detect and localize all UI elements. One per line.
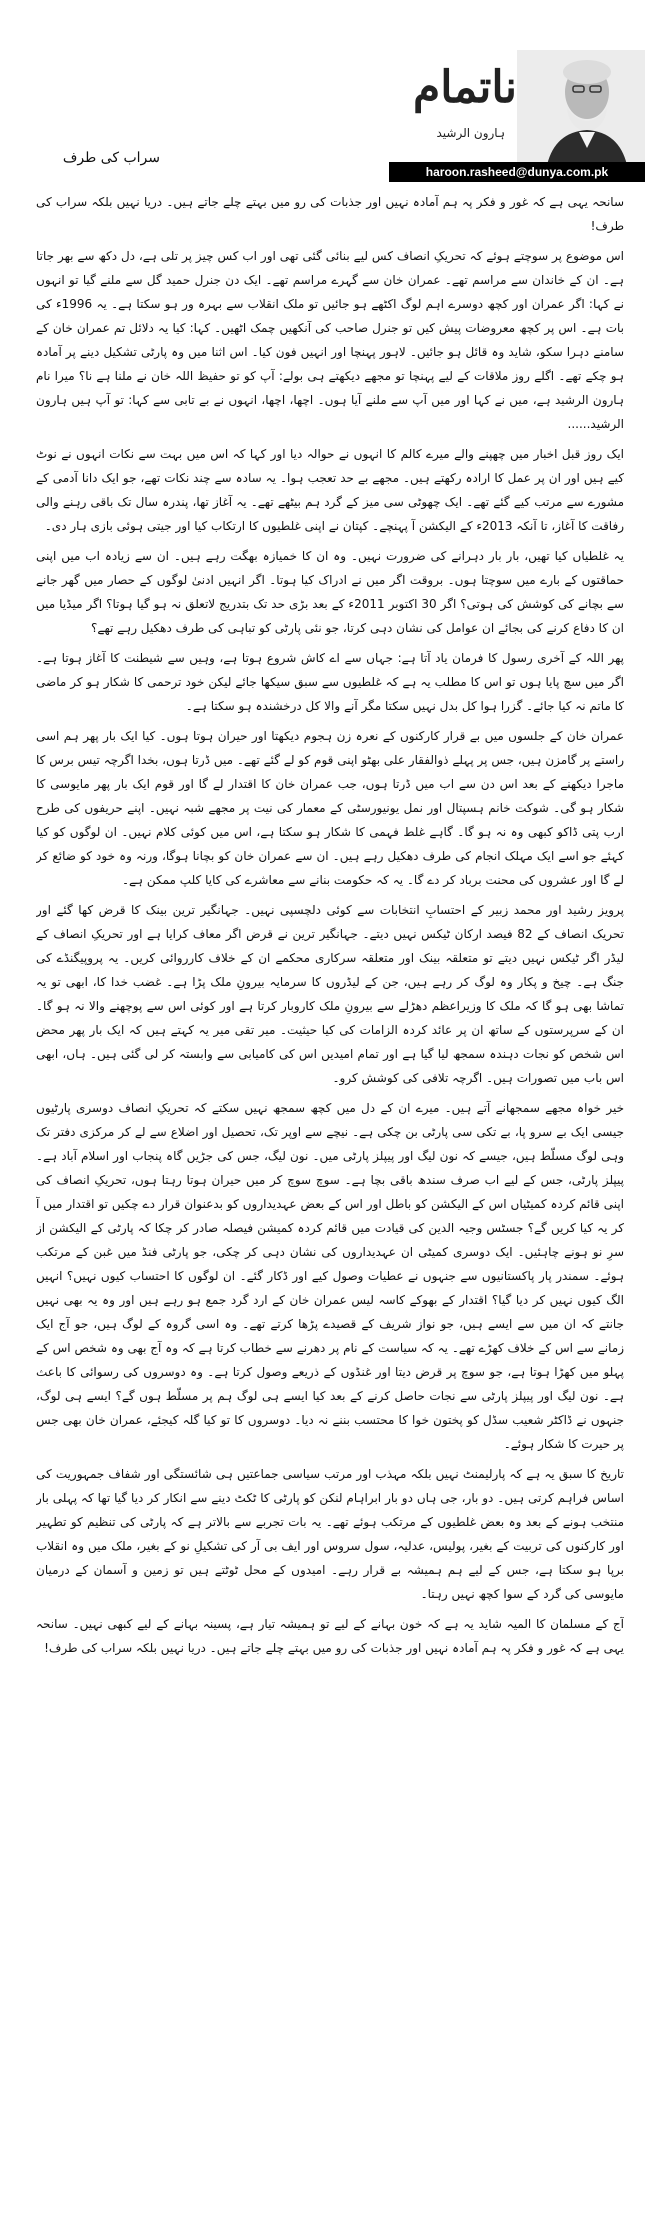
article-paragraph: پھر اللہ کے آخری رسول کا فرمان یاد آتا ہے: جہاں سے اے کاش شروع ہوتا ہے، وہیں سے شیطنت کا آغاز ہوتا ہے۔ اگر میں سچ پایا ہوں تو اس کا مطلب یہ ہے کہ غلطیوں سے سبق سیکھا جائے لیکن خود ترحمی کا شکار ہو کر ماضی کا ماتم نہ کیا جائے۔ گزرا ہوا کل بدل نہیں سکتا مگر آنے والا کل درخشندہ ہو سکتا ہے۔ (36, 651, 624, 713)
column-masthead (389, 50, 645, 178)
article-paragraph: تاریخ کا سبق یہ ہے کہ پارلیمنٹ نہیں بلکہ مہذب اور مرتب سیاسی جماعتیں ہی شائستگی اور شفاف جمہوریت کی اساس فراہم کرتی ہیں۔ دو بار، جی ہاں دو بار ابراہام لنکن کو پارٹی کا ٹکٹ دینے سے انکار کر دیا گیا تھا کہ پہلی بار منتخب ہونے کے بعد وہ بعض غلطیوں کے مرتکب ہوئے تھے۔ یہ بات تجربے سے بالاتر ہے کہ پارٹی کی تنظیم کو تطہیر اور کارکنوں کی تربیت کے بغیر، پولیس، عدلیہ، سول سروس اور ایف بی آر کی تشکیلِ نو کے بغیر، ملک میں وہ انقلاب برپا ہو سکتا ہے، جس کے لیے ہم ہمیشہ بے قرار رہے۔ امیدوں کے محل ٹوٹتے ہیں تو زمین و آسمان کے درمیان مایوسی کی گرد کے سوا کچھ نہیں رہتا۔ (36, 1467, 624, 1601)
author-portrait-icon (517, 50, 645, 165)
article-paragraph: پرویز رشید اور محمد زبیر کے احتسابِ انتخابات سے کوئی دلچسپی نہیں۔ جہانگیر ترین بینک کا قرض کھا گئے اور تحریک انصاف کے 82 فیصد ارکان ٹیکس نہیں دیتے۔ جہانگیر ترین نے قرض اگر معاف کرایا ہے اور تحریکِ انصاف کے لیڈر اگر ٹیکس نہیں دیتے تو متعلقہ بینک اور متعلقہ سرکاری محکمے ان کے خلاف کارروائی کریں۔ یہ پروپیگنڈے کی جنگ ہے۔ چیخ و پکار وہ لوگ کر رہے ہیں، جن کے لیڈروں کا سرمایہ بیرونِ ملک پڑا ہے۔ غضب خدا کا، ابھی تو یہ تماشا بھی ہو گا کہ ملک کا وزیراعظم دھڑلے سے بیرونِ ملک کاروبار کرتا ہے اور کوئی اس سے پوچھنے والا نہ ہو گا۔ ان کے سرپرستوں کے ساتھ ان پر عائد کردہ الزامات کی کیا حیثیت۔ میر تقی میر یہ کہتے ہیں کہ ایک بار پھر محض اس شخص کو نجات دہندہ سمجھ لیا گیا ہے اور تمام امیدیں اس کی کامیابی سے وابستہ کر لی گئی ہیں۔ ہاں، ابھی اس باب میں تصورات ہیں۔ اگرچہ تلافی کی کوشش کرو۔ (36, 903, 624, 1085)
article-paragraph: آج کے مسلمان کا المیہ شاید یہ ہے کہ خون بہانے کے لیے تو ہمیشہ تیار ہے، پسینہ بہانے کے لیے کبھی نہیں۔ سانحہ یہی ہے کہ غور و فکر پہ ہم آمادہ نہیں اور جذبات کی رو میں بہتے چلے جاتے ہیں۔ دریا نہیں بلکہ سراب کی طرف! (36, 1617, 624, 1655)
column-title: ناتمام (413, 62, 517, 113)
author-email: haroon.rasheed@dunya.com.pk (389, 162, 645, 182)
article-paragraph: ایک روز قبل اخبار میں چھپنے والے میرے کالم کا انہوں نے حوالہ دیا اور کہا کہ اس میں بہت سے نکات انہوں نے نوٹ کیے ہیں اور ان پر عمل کا ارادہ رکھتے ہیں۔ مجھے بے حد تعجب ہوا۔ یہ سادہ سے چند نکات تھے، جو ایک دانا آدمی کے مشورے سے مرتب کیے گئے تھے۔ ایک چھوٹی سی میز کے گرد ہم بیٹھے تھے۔ یہ آغاز تھا، پندرہ سال تک باقی رہنے والی رفاقت کا آغاز، تا آنکہ 2013ء کے الیکشن آ پہنچے۔ کپتان نے اپنی غلطیوں کا ارتکاب کیا اور جیتی ہوئی بازی ہار دی۔ (36, 447, 624, 533)
author-photo (517, 50, 645, 165)
author-name: ہارون الرشید (436, 126, 505, 140)
article-paragraph: یہ غلطیاں کیا تھیں، بار بار دہرانے کی ضرورت نہیں۔ وہ ان کا خمیازہ بھگت رہے ہیں۔ ان سے زیادہ اب میں اپنی حماقتوں کے بارے میں سوچتا ہوں۔ بروقت اگر میں نے ادراک کیا ہوتا۔ اگر انہیں ادنیٰ لوگوں کے حصار میں گھر جانے سے بچانے کی کوشش کی ہوتی؟ اگر 30 اکتوبر 2011ء کے بعد بڑی حد تک بتدریج لاتعلق نہ ہو گیا ہوتا؟ اگر میڈیا میں ان کا دفاع کرنے کی بجائے ان عوامل کی نشان دہی کرتا، جو نئی پارٹی کو تباہی کی طرف دھکیل رہے تھے؟ (36, 549, 624, 635)
article-paragraph: اس موضوع پر سوچتے ہوئے کہ تحریکِ انصاف کس لیے بنائی گئی تھی اور اب کس چیز پر تلی ہے، دل دکھ سے بھر جاتا ہے۔ ان کے خاندان سے مراسم تھے۔ عمران خان سے گہرے مراسم تھے۔ ایک دن جنرل حمید گل سے ملنے گیا تو انہوں نے کہا: اگر عمران اور کچھ دوسرے اہم لوگ اکٹھے ہو جائیں تو ملک انقلاب سے بہرہ ور ہو سکتا ہے۔ یہ 1996ء کی بات ہے۔ اس پر کچھ معروضات پیش کیں تو جنرل صاحب کی آنکھیں چمک اٹھیں۔ کہا: کیا یہ دلائل تم عمران خان کے سامنے دہرا سکو، شاید وہ قائل ہو جائیں۔ لاہور پہنچا اور انہیں فون کیا۔ اس اثنا میں وہ پارٹی تشکیل دینے پر آمادہ ہو چکے تھے۔ اگلے روز ملاقات کے لیے پہنچا تو مجھے دیکھتے ہی بولے: آپ کو تو حفیظ اللہ خان نے ملنا ہے نا؟ میرا نام ہارون الرشید ہے، میں نے کہا اور میں آپ سے ملنے آیا ہوں۔ اچھا، اچھا، انہوں نے بے تابی سے کہا: تو آپ ہیں ہارون الرشید...... (36, 249, 624, 431)
article-paragraph: سانحہ یہی ہے کہ غور و فکر پہ ہم آمادہ نہیں اور جذبات کی رو میں بہتے چلے جاتے ہیں۔ دریا نہیں بلکہ سراب کی طرف! (36, 195, 624, 233)
article-paragraph: عمران خان کے جلسوں میں بے قرار کارکنوں کے نعرہ زن ہجوم دیکھتا اور حیران ہوتا ہوں۔ کیا ایک بار پھر ہم اسی راستے پر گامزن ہیں، جس پر پہلے ذوالفقار علی بھٹو اپنی قوم کو لے گئے تھے۔ میں ڈرتا ہوں، بخدا اگرچہ تیس برس کا ماجرا دیکھنے کے بعد اس دن سے اب میں ڈرتا ہوں، جب عمران خان کا اقتدار لے گا اور قوم ایک بار پھر مایوسی کا شکار ہو گی۔ شوکت خانم ہسپتال اور نمل یونیورسٹی کے معمار کی نیت پر مجھے شبہ نہیں۔ اپنے حریفوں کی طرح ارب پتی ڈاکو کبھی وہ نہ ہو گا۔ گاہے غلط فہمی کا شکار ہو سکتا ہے، اس میں کوئی کلام نہیں۔ ان لوگوں کو کیا کہئے جو اسے ایک مہلک انجام کی طرف دھکیل رہے ہیں۔ ان سے عمران خان کو بچانا ہوگا، ورنہ وہ خود کو ضائع کر لے گا اور عشروں کی محنت برباد کر دے گا۔ یہ کہ حکومت بنانے سے معاشرے کی کایا کلپ ممکن ہے۔ (36, 729, 624, 887)
article-headline: سراب کی طرف (62, 150, 160, 166)
masthead-text-block (389, 50, 517, 165)
article-body (36, 190, 624, 2195)
article-paragraph: خیر خواہ مجھے سمجھانے آتے ہیں۔ میرے ان کے دل میں کچھ سمجھ نہیں سکتے کہ تحریکِ انصاف دوسری پارٹیوں جیسی ایک بے سرو پا، بے تکی سی پارٹی بن چکی ہے۔ نیچے سے اوپر تک، تحصیل اور اضلاع سے لے کر مرکزی دفتر تک وہی لوگ مسلّط ہیں، جیسے کہ نون لیگ اور پیپلز پارٹی میں۔ نون لیگ، جس کی جڑیں گاہ پنجاب اور اسلام آباد ہے۔ پیپلز پارٹی، جس کے لیے اب صرف سندھ باقی بچا ہے۔ سوچ سوچ کر میں حیران ہوتا رہتا ہوں، تحریکِ انصاف کی اپنی قائم کردہ کمیٹیاں اس کے الیکشن کو باطل اور اس کے بعض عہدیداروں کو بدعنوان قرار دے چکیں تو اقتدار میں آ کر یہ کیا کریں گے؟ جسٹس وجیہ الدین کی قیادت میں قائم کردہ کمیشن فیصلہ صادر کر چکا کہ پارٹی کے الیکشن از سرِ نو ہونے چاہئیں۔ ایک دوسری کمیٹی ان عہدیداروں کی نشان دہی کر چکی، جو پارٹی فنڈ میں غبن کے مرتکب ہوئے۔ سمندر پار پاکستانیوں سے جنہوں نے عطیات وصول کیے اور ڈکار گئے۔ ان لوگوں کا احتساب کیوں نہیں؟ انہیں الگ کیوں نہیں کر دیا گیا؟ اقتدار کے بھوکے کاسہ لیس عمران خان کے ارد گرد جمع ہو رہے ہیں اور وہ یہ بھی نہیں جانتے کہ ان میں سے ایسے ہیں، جو نواز شریف کے قصیدے پڑھا کرتے تھے۔ وہ اسی گروہ کے لوگ ہیں، جو آج ایک زمانے سے اس کے خلاف کھڑے تھے۔ یہ کہ سیاست کے نام پر دھرنے سے خطاب کرتا ہے کہ وہ آج بھی وہ شخص اس کے پہلو میں کھڑا ہوتا ہے، جو سوچ پر قرض دیتا اور غنڈوں کے ذریعے وصول کرتا ہے۔ وہ دوسروں کی رسوائی کا باعث ہے۔ نون لیگ اور پیپلز پارٹی سے نجات حاصل کرنے کے بعد کیا ایسے ہی لوگ ہم پر مسلّط ہوں گے؟ ایسے ہی لوگ، جنہوں نے ڈاکٹر شعیب سڈل کو پختون خوا کا محتسب بننے نہ دیا۔ دوسروں کا تو کیا گلہ کیجئے، عمران خان بھی جس پر حیرت کا شکار ہوئے۔ (36, 1101, 624, 1451)
